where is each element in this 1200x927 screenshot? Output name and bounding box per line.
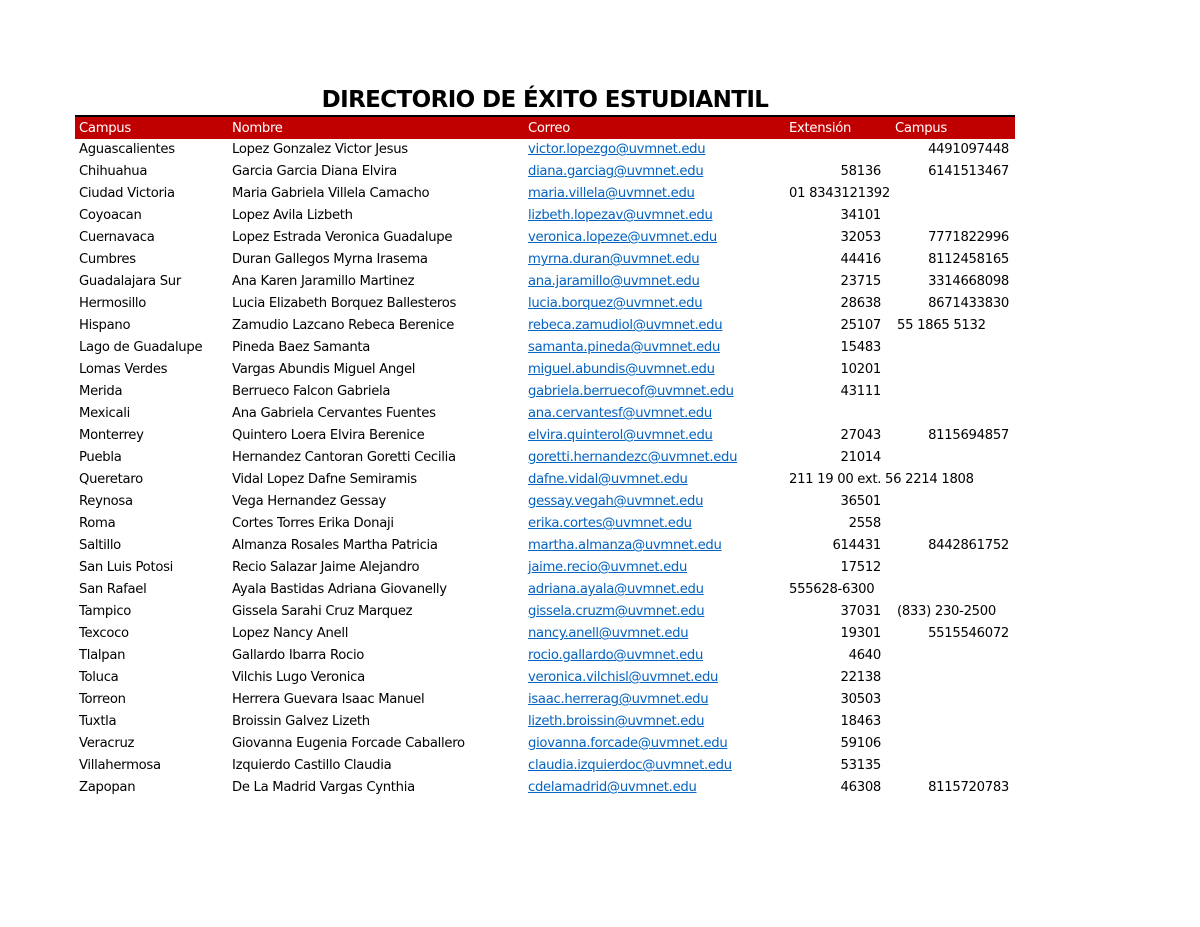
campus-cell: Zapopan xyxy=(79,780,136,795)
email-link[interactable]: cdelamadrid@uvmnet.edu xyxy=(528,780,697,795)
table-row xyxy=(75,579,1015,601)
correo-cell xyxy=(524,777,785,799)
table-row xyxy=(75,183,1015,205)
campus-cell: Lomas Verdes xyxy=(79,362,168,377)
table-row xyxy=(75,601,1015,623)
nombre-cell: Lopez Gonzalez Victor Jesus xyxy=(232,142,408,157)
nombre-cell: Vidal Lopez Dafne Semiramis xyxy=(232,472,417,487)
table-row xyxy=(75,689,1015,711)
table-row xyxy=(75,161,1015,183)
email-link[interactable]: lizeth.broissin@uvmnet.edu xyxy=(528,714,705,729)
email-link[interactable]: jaime.recio@uvmnet.edu xyxy=(528,560,688,575)
correo-cell xyxy=(524,139,785,161)
campus-cell: Coyoacan xyxy=(79,208,142,223)
email-link[interactable]: nancy.anell@uvmnet.edu xyxy=(528,626,689,641)
extension-cell: 32053 xyxy=(840,230,881,245)
extension-cell: 43111 xyxy=(840,384,881,399)
phone-cell xyxy=(891,183,1015,205)
phone-cell xyxy=(891,733,1015,755)
nombre-cell: Herrera Guevara Isaac Manuel xyxy=(232,692,425,707)
correo-cell xyxy=(524,689,785,711)
phone-cell: 8115694857 xyxy=(928,428,1009,443)
email-link[interactable]: gabriela.berruecof@uvmnet.edu xyxy=(528,384,734,399)
phone-cell xyxy=(891,755,1015,777)
correo-cell xyxy=(524,491,785,513)
nombre-cell: Lopez Estrada Veronica Guadalupe xyxy=(232,230,453,245)
table-row xyxy=(75,755,1015,777)
correo-cell xyxy=(524,667,785,689)
extension-cell: 614431 xyxy=(832,538,881,553)
phone-cell: 4491097448 xyxy=(928,142,1009,157)
correo-cell xyxy=(524,579,785,601)
nombre-cell: Giovanna Eugenia Forcade Caballero xyxy=(232,736,465,751)
email-link[interactable]: miguel.abundis@uvmnet.edu xyxy=(528,362,715,377)
table-row xyxy=(75,249,1015,271)
campus-cell: Aguascalientes xyxy=(79,142,175,157)
correo-cell xyxy=(524,227,785,249)
header-nombre: Nombre xyxy=(228,117,524,139)
nombre-cell: Lopez Nancy Anell xyxy=(232,626,349,641)
campus-cell: Roma xyxy=(79,516,116,531)
header-extension: Extensión xyxy=(785,117,891,139)
table-row xyxy=(75,777,1015,799)
phone-cell: 3314668098 xyxy=(928,274,1009,289)
extension-cell: 555628-6300 xyxy=(789,582,875,597)
correo-cell xyxy=(524,601,785,623)
phone-cell xyxy=(891,205,1015,227)
correo-cell xyxy=(524,315,785,337)
table-body xyxy=(75,139,1015,799)
correo-cell xyxy=(524,403,785,425)
table-row xyxy=(75,733,1015,755)
correo-cell xyxy=(524,755,785,777)
phone-cell xyxy=(891,711,1015,733)
email-link[interactable]: maria.villela@uvmnet.edu xyxy=(528,186,695,201)
table-row xyxy=(75,315,1015,337)
nombre-cell: Ana Karen Jaramillo Martinez xyxy=(232,274,415,289)
campus-cell: Hermosillo xyxy=(79,296,147,311)
table-row xyxy=(75,359,1015,381)
extension-cell: 15483 xyxy=(840,340,881,355)
header-correo: Correo xyxy=(524,117,785,139)
email-link[interactable]: claudia.izquierdoc@uvmnet.edu xyxy=(528,758,732,773)
extension-cell: 19301 xyxy=(840,626,881,641)
phone-cell xyxy=(891,447,1015,469)
campus-cell: Ciudad Victoria xyxy=(79,186,175,201)
email-link[interactable]: rebeca.zamudiol@uvmnet.edu xyxy=(528,318,723,333)
directory-table xyxy=(75,117,1015,799)
nombre-cell: De La Madrid Vargas Cynthia xyxy=(232,780,415,795)
phone-cell: 6141513467 xyxy=(928,164,1009,179)
table-row xyxy=(75,425,1015,447)
phone-cell xyxy=(891,403,1015,425)
table-row xyxy=(75,227,1015,249)
campus-cell: Merida xyxy=(79,384,123,399)
phone-cell xyxy=(891,689,1015,711)
correo-cell xyxy=(524,381,785,403)
nombre-cell: Vilchis Lugo Veronica xyxy=(232,670,365,685)
extension-cell: 211 19 00 ext. 56 2214 1808 xyxy=(789,472,974,487)
phone-cell xyxy=(891,667,1015,689)
email-link[interactable]: giovanna.forcade@uvmnet.edu xyxy=(528,736,728,751)
nombre-cell: Zamudio Lazcano Rebeca Berenice xyxy=(232,318,455,333)
campus-cell: Hispano xyxy=(79,318,131,333)
table-row xyxy=(75,645,1015,667)
campus-cell: Tampico xyxy=(79,604,132,619)
table-row xyxy=(75,623,1015,645)
phone-cell xyxy=(891,381,1015,403)
nombre-cell: Lopez Avila Lizbeth xyxy=(232,208,353,223)
campus-cell: Guadalajara Sur xyxy=(79,274,181,289)
correo-cell xyxy=(524,623,785,645)
extension-cell: 53135 xyxy=(840,758,881,773)
extension-cell: 44416 xyxy=(840,252,881,267)
phone-cell xyxy=(891,579,1015,601)
correo-cell xyxy=(524,183,785,205)
campus-cell: Veracruz xyxy=(79,736,135,751)
nombre-cell: Ayala Bastidas Adriana Giovanelly xyxy=(232,582,447,597)
extension-cell: 58136 xyxy=(840,164,881,179)
table-row xyxy=(75,491,1015,513)
phone-cell: 55 1865 5132 xyxy=(897,318,986,333)
phone-cell: 8442861752 xyxy=(928,538,1009,553)
correo-cell xyxy=(524,425,785,447)
nombre-cell: Hernandez Cantoran Goretti Cecilia xyxy=(232,450,456,465)
correo-cell xyxy=(524,733,785,755)
email-link[interactable]: elvira.quinterol@uvmnet.edu xyxy=(528,428,713,443)
phone-cell: 8112458165 xyxy=(928,252,1009,267)
extension-cell: 22138 xyxy=(840,670,881,685)
email-link[interactable]: erika.cortes@uvmnet.edu xyxy=(528,516,692,531)
correo-cell xyxy=(524,293,785,315)
extension-cell: 34101 xyxy=(840,208,881,223)
campus-cell: San Rafael xyxy=(79,582,147,597)
table-row xyxy=(75,337,1015,359)
email-link[interactable]: lucia.borquez@uvmnet.edu xyxy=(528,296,703,311)
table-row xyxy=(75,557,1015,579)
phone-cell xyxy=(891,557,1015,579)
email-link[interactable]: samanta.pineda@uvmnet.edu xyxy=(528,340,721,355)
email-link[interactable]: veronica.vilchisl@uvmnet.edu xyxy=(528,670,719,685)
table-row xyxy=(75,469,1015,491)
nombre-cell: Lucia Elizabeth Borquez Ballesteros xyxy=(232,296,457,311)
extension-cell: 46308 xyxy=(840,780,881,795)
correo-cell xyxy=(524,359,785,381)
extension-cell xyxy=(785,403,891,425)
correo-cell xyxy=(524,557,785,579)
table-row xyxy=(75,403,1015,425)
email-link[interactable]: ana.cervantesf@uvmnet.edu xyxy=(528,406,712,421)
email-link[interactable]: isaac.herrerag@uvmnet.edu xyxy=(528,692,709,707)
correo-cell xyxy=(524,271,785,293)
nombre-cell: Berrueco Falcon Gabriela xyxy=(232,384,391,399)
email-link[interactable]: goretti.hernandezc@uvmnet.edu xyxy=(528,450,738,465)
table-row xyxy=(75,513,1015,535)
phone-cell: 8115720783 xyxy=(928,780,1009,795)
campus-cell: Tuxtla xyxy=(79,714,117,729)
nombre-cell: Ana Gabriela Cervantes Fuentes xyxy=(232,406,436,421)
email-link[interactable]: gissela.cruzm@uvmnet.edu xyxy=(528,604,705,619)
correo-cell xyxy=(524,447,785,469)
campus-cell: Queretaro xyxy=(79,472,143,487)
table-row xyxy=(75,271,1015,293)
phone-cell xyxy=(891,337,1015,359)
extension-cell: 10201 xyxy=(840,362,881,377)
campus-cell: Reynosa xyxy=(79,494,133,509)
phone-cell xyxy=(891,645,1015,667)
nombre-cell: Pineda Baez Samanta xyxy=(232,340,371,355)
email-link[interactable]: rocio.gallardo@uvmnet.edu xyxy=(528,648,704,663)
extension-cell: 18463 xyxy=(840,714,881,729)
phone-cell xyxy=(891,491,1015,513)
nombre-cell: Vargas Abundis Miguel Angel xyxy=(232,362,416,377)
table-header-row xyxy=(75,117,1015,139)
table-row xyxy=(75,381,1015,403)
campus-cell: Toluca xyxy=(79,670,119,685)
table-row xyxy=(75,447,1015,469)
table-row xyxy=(75,711,1015,733)
email-link[interactable]: veronica.lopeze@uvmnet.edu xyxy=(528,230,717,245)
campus-cell: Puebla xyxy=(79,450,122,465)
extension-cell xyxy=(785,139,891,161)
campus-cell: San Luis Potosi xyxy=(79,560,174,575)
extension-cell: 4640 xyxy=(848,648,881,663)
header-campus-phone: Campus xyxy=(891,117,1015,139)
campus-cell: Villahermosa xyxy=(79,758,161,773)
extension-cell: 36501 xyxy=(840,494,881,509)
email-link[interactable]: adriana.ayala@uvmnet.edu xyxy=(528,582,704,597)
email-link[interactable]: ana.jaramillo@uvmnet.edu xyxy=(528,274,700,289)
campus-cell: Monterrey xyxy=(79,428,144,443)
table-row xyxy=(75,205,1015,227)
campus-cell: Saltillo xyxy=(79,538,121,553)
email-link[interactable]: gessay.vegah@uvmnet.edu xyxy=(528,494,704,509)
email-link[interactable]: martha.almanza@uvmnet.edu xyxy=(528,538,722,553)
table-row xyxy=(75,293,1015,315)
nombre-cell: Vega Hernandez Gessay xyxy=(232,494,387,509)
table-row xyxy=(75,139,1015,161)
correo-cell xyxy=(524,469,785,491)
correo-cell xyxy=(524,513,785,535)
campus-cell: Mexicali xyxy=(79,406,130,421)
nombre-cell: Gallardo Ibarra Rocio xyxy=(232,648,365,663)
nombre-cell: Gissela Sarahi Cruz Marquez xyxy=(232,604,413,619)
email-link[interactable]: diana.garciag@uvmnet.edu xyxy=(528,164,704,179)
page-title: DIRECTORIO DE ÉXITO ESTUDIANTIL xyxy=(321,87,769,113)
phone-cell xyxy=(891,359,1015,381)
correo-cell xyxy=(524,161,785,183)
campus-cell: Torreon xyxy=(79,692,126,707)
email-link[interactable]: victor.lopezgo@uvmnet.edu xyxy=(528,142,706,157)
correo-cell xyxy=(524,249,785,271)
campus-cell: Tlalpan xyxy=(79,648,126,663)
extension-cell: 23715 xyxy=(840,274,881,289)
phone-cell xyxy=(891,513,1015,535)
nombre-cell: Broissin Galvez Lizeth xyxy=(232,714,370,729)
extension-cell: 17512 xyxy=(840,560,881,575)
nombre-cell: Duran Gallegos Myrna Irasema xyxy=(232,252,428,267)
campus-cell: Chihuahua xyxy=(79,164,148,179)
nombre-cell: Izquierdo Castillo Claudia xyxy=(232,758,392,773)
extension-cell: 37031 xyxy=(840,604,881,619)
email-link[interactable]: lizbeth.lopezav@uvmnet.edu xyxy=(528,208,713,223)
extension-cell: 2558 xyxy=(848,516,881,531)
email-link[interactable]: dafne.vidal@uvmnet.edu xyxy=(528,472,688,487)
campus-cell: Lago de Guadalupe xyxy=(79,340,203,355)
campus-cell: Texcoco xyxy=(79,626,129,641)
nombre-cell: Garcia Garcia Diana Elvira xyxy=(232,164,397,179)
table-row xyxy=(75,535,1015,557)
nombre-cell: Cortes Torres Erika Donaji xyxy=(232,516,394,531)
extension-cell: 28638 xyxy=(840,296,881,311)
phone-cell: (833) 230-2500 xyxy=(897,604,996,619)
nombre-cell: Recio Salazar Jaime Alejandro xyxy=(232,560,420,575)
correo-cell xyxy=(524,535,785,557)
nombre-cell: Quintero Loera Elvira Berenice xyxy=(232,428,425,443)
extension-cell: 01 8343121392 xyxy=(789,186,890,201)
correo-cell xyxy=(524,645,785,667)
extension-cell: 27043 xyxy=(840,428,881,443)
phone-cell: 5515546072 xyxy=(928,626,1009,641)
campus-cell: Cuernavaca xyxy=(79,230,155,245)
nombre-cell: Almanza Rosales Martha Patricia xyxy=(232,538,438,553)
extension-cell: 21014 xyxy=(840,450,881,465)
correo-cell xyxy=(524,337,785,359)
table-row xyxy=(75,667,1015,689)
phone-cell: 8671433830 xyxy=(928,296,1009,311)
extension-cell: 25107 xyxy=(840,318,881,333)
email-link[interactable]: myrna.duran@uvmnet.edu xyxy=(528,252,700,267)
correo-cell xyxy=(524,711,785,733)
correo-cell xyxy=(524,205,785,227)
phone-cell: 7771822996 xyxy=(928,230,1009,245)
campus-cell: Cumbres xyxy=(79,252,136,267)
header-campus: Campus xyxy=(75,117,228,139)
nombre-cell: Maria Gabriela Villela Camacho xyxy=(232,186,430,201)
extension-cell: 30503 xyxy=(840,692,881,707)
extension-cell: 59106 xyxy=(840,736,881,751)
